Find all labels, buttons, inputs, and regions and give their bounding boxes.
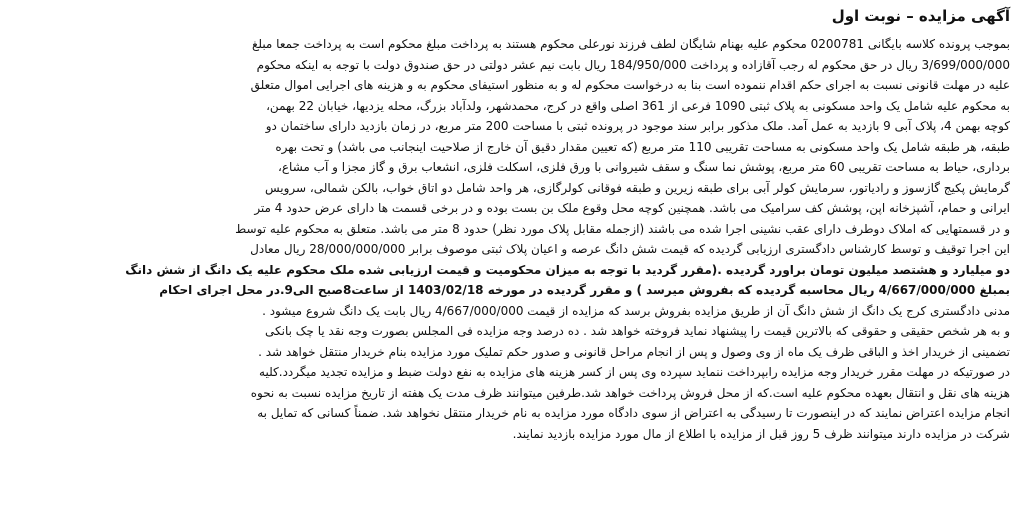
- notice-line: بمبلغ 4/667/000/000 ریال محاسبه گردیده که بفروش میرسد ) و مقرر گردیده در مورخه 1403/02/18 از ساعت8صبح الی9.در محل اجرای احکام: [159, 283, 1010, 297]
- notice-line: 3/699/000/000 ریال در حق محکوم له رجب آقازاده و پرداخت 184/950/000 ریال بابت نیم عشر دولتی در حق صندوق دولت با توجه به اینکه محکوم: [256, 57, 1010, 72]
- notice-line: کوچه بهمن 4، پلاک آبی 9 بازدید به عمل آمد. ملک مذکور برابر سند موجود در پرونده ثبتی با مساحت 200 متر مربع، در زمان بازدید دارای ساختمان دو: [265, 119, 1010, 133]
- notice-line: طبقه، هر طبقه شامل یک واحد مسکونی به مساحت تقریبی 110 متر مربع (که تعیین مقدار دقیق آن خارج از صلاحیت اینجانب می باشد) و تحت بهره: [275, 139, 1010, 154]
- notice-line: دو میلیارد و هشتصد میلیون تومان براورد گردیده .(مقرر گردید با توجه به میزان محکومیت و قیمت ارزیابی شده ملک محکوم علیه یک دانگ از شش دانگ: [125, 262, 1010, 277]
- notice-line: شرکت در مزایده دارند میتوانند ظرف 5 روز قبل از مزایده با اطلاع از مال مورد مزایده بازدید نمایند.: [512, 426, 1010, 441]
- notice-title: آگهی مزایده – نوبت اول: [831, 7, 1010, 25]
- notice-line: ایرانی و حمام، آشپزخانه اپن، پوشش کف سرامیک می باشد. همچنین کوچه محل وقوع ملک بن بست بوده و در برخی قسمت ها دارای عرض حدود 4 متر: [254, 201, 1010, 215]
- notice-line: گرمایش پکیج گازسوز و رادیاتور، سرمایش کولر آبی برای طبقه زیرین و طبقه فوقانی کولرگازی، هر واحد شامل دو اتاق خواب، بالکن شمالی، سرویس: [264, 180, 1010, 195]
- notice-line: هزینه های نقل و انتقال بعهده محکوم علیه است.که از محل فروش پرداخت خواهد شد.طرفین میتوانند ظرف مدت یک هفته از تاریخ مزایده نسبت به نحوه: [250, 385, 1010, 400]
- notice-line: مدنی دادگستری کرج یک دانگ از شش دانگ آن از طریق مزایده بفروش برسد که مزایده از قیمت 4/667/000/000 ریال بابت یک دانگ شروع میشود .: [262, 303, 1010, 318]
- notice-line: به محکوم علیه شامل یک واحد مسکونی به پلاک ثبتی 1090 فرعی از 361 اصلی واقع در کرج، محمدشهر، ولدآباد بزرگ، محله یزدیها، خیابان 22 بهمن،: [266, 98, 1010, 113]
- notice-line: برداری، حیاط به مساحت تقریبی 60 متر مربع، پوشش نما سنگ و سقف شیروانی با ورق فلزی، اسکلت فلزی، انشعاب برق و گاز مجزا و آب مشاع،: [278, 160, 1010, 174]
- notice-line: در صورتیکه در مهلت مقرر خریدار وجه مزایده رابپرداخت ننماید سپرده وی پس از کسر هزینه های مزایده به نفع دولت ضبط و مزایده تجدید میگردد.کلیه: [259, 365, 1010, 379]
- notice-line: و به هر شخص حقیقی و حقوقی که بالاترین قیمت را پیشنهاد نماید فروخته خواهد شد . ده درصد وجه مزایده فی المجلس بصورت وجه نقد یا چک بانکی: [264, 324, 1010, 338]
- notice-line: انجام مزایده اعتراض نمایند که در اینصورت تا رسیدگی به اعتراض از سوی دادگاه مورد مزایده به نام خریدار منتقل نخواهد شد. ضمناً کسانی که تمایل به: [257, 406, 1010, 420]
- notice-line: و در قسمتهایی که املاک دوطرف دارای عقب نشینی اجرا شده می باشند (ازجمله مقابل پلاک مورد نظر) حدود 8 متر می باشد. متعلق به محکوم علیه توسط: [235, 221, 1010, 236]
- notice-line: بموجب پرونده کلاسه بایگانی 0200781 محکوم علیه بهنام شایگان لطف فرزند نورعلی محکوم هستند به پرداخت مبلغ محکوم است به پرداخت جمعا مبلغ: [251, 37, 1010, 51]
- notice-line: این اجرا توقیف و توسط کارشناس دادگستری ارزیابی گردیده که قیمت شش دانگ عرصه و اعیان پلاک ثبتی موصوف برابر 28/000/000/000 ریال معادل: [250, 242, 1010, 256]
- notice-line: تضمینی از خریدار اخذ و الباقی ظرف یک ماه از وی وصول و پس از انجام مراحل قانونی و صدور حکم تملیک مورد مزایده بنام خریدار منتقل خواهد شد .: [258, 344, 1010, 359]
- notice-body: [14, 34, 1010, 444]
- notice-line: علیه در مهلت قانونی نسبت به اجرای حکم اقدام ننموده است بنا به درخواست محکوم له و به منظور استیفای محکوم به و هزینه های اجرایی اموال متعلق: [250, 78, 1010, 92]
